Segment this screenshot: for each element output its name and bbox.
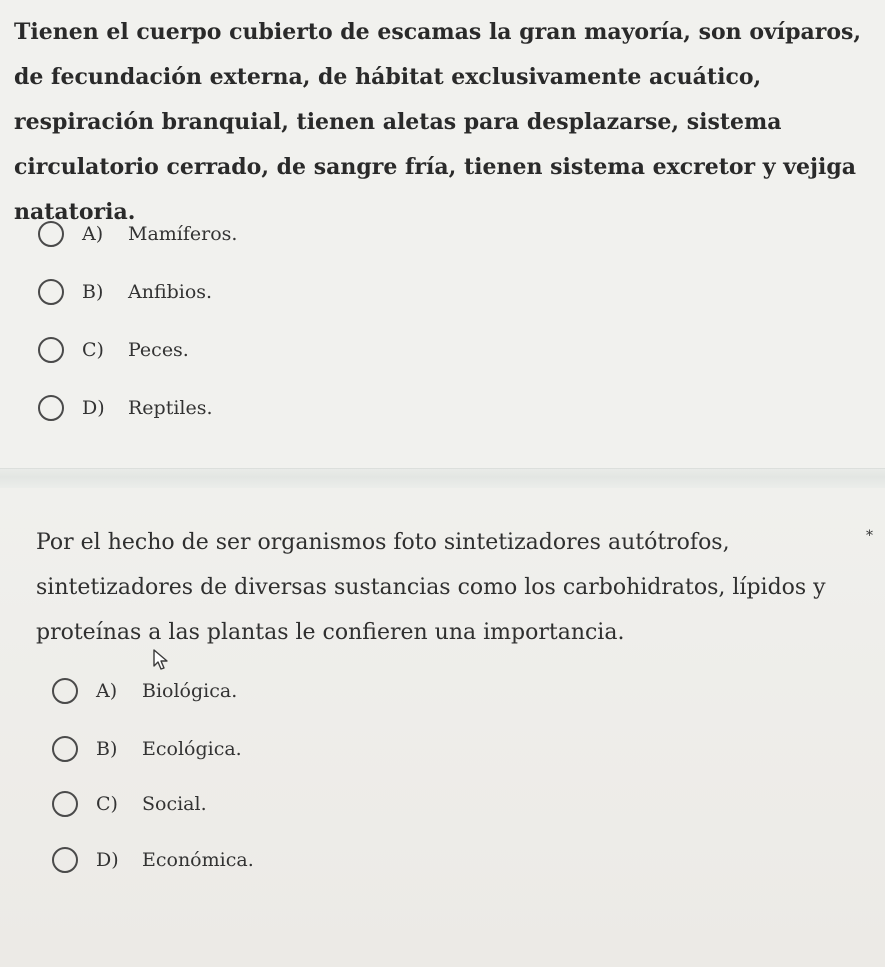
q2-option-c[interactable]: [52, 789, 207, 819]
required-asterisk: *: [866, 528, 873, 544]
option-label: Económica.: [142, 849, 254, 871]
question-divider: [0, 468, 885, 489]
option-letter: D): [82, 397, 105, 419]
radio-button[interactable]: [52, 791, 78, 817]
radio-button[interactable]: [52, 736, 78, 762]
option-letter: A): [82, 223, 104, 245]
radio-button[interactable]: [52, 678, 78, 704]
question-1-text: Tienen el cuerpo cubierto de escamas la gran mayoría, son ovíparos, de fecundación externa, de hábitat exclusivamente acuático, respiración branquial, tienen aletas para desplazarse, sistema circulatorio cerrado, de sangre fría, tienen sistema excretor y vejiga natatoria.: [14, 19, 862, 225]
question-2-text: Por el hecho de ser organismos foto sintetizadores autótrofos, sintetizadores de diversas sustancias como los carbohidratos, lípidos y proteínas a las plantas le confieren una importancia.: [36, 530, 826, 645]
q2-option-d[interactable]: [52, 845, 254, 875]
q1-option-a[interactable]: [38, 219, 237, 249]
option-letter: C): [96, 793, 118, 815]
option-label: Social.: [142, 793, 207, 815]
option-label: Biológica.: [142, 680, 238, 702]
q1-option-b[interactable]: [38, 277, 212, 307]
option-label: Reptiles.: [128, 397, 213, 419]
option-letter: B): [82, 281, 104, 303]
option-label: Anfibios.: [128, 281, 213, 303]
q1-option-d[interactable]: [38, 393, 213, 423]
q1-option-c[interactable]: [38, 335, 189, 365]
option-letter: D): [96, 849, 119, 871]
mouse-pointer-icon: [152, 648, 176, 672]
radio-button[interactable]: [38, 279, 64, 305]
radio-button[interactable]: [52, 847, 78, 873]
radio-button[interactable]: [38, 337, 64, 363]
q2-option-a[interactable]: [52, 676, 237, 706]
radio-button[interactable]: [38, 395, 64, 421]
option-letter: A): [96, 680, 118, 702]
option-label: Peces.: [128, 339, 189, 361]
radio-button[interactable]: [38, 221, 64, 247]
option-letter: B): [96, 738, 118, 760]
option-label: Ecológica.: [142, 738, 242, 760]
option-letter: C): [82, 339, 104, 361]
option-label: Mamíferos.: [128, 223, 238, 245]
q2-option-b[interactable]: [52, 734, 242, 764]
